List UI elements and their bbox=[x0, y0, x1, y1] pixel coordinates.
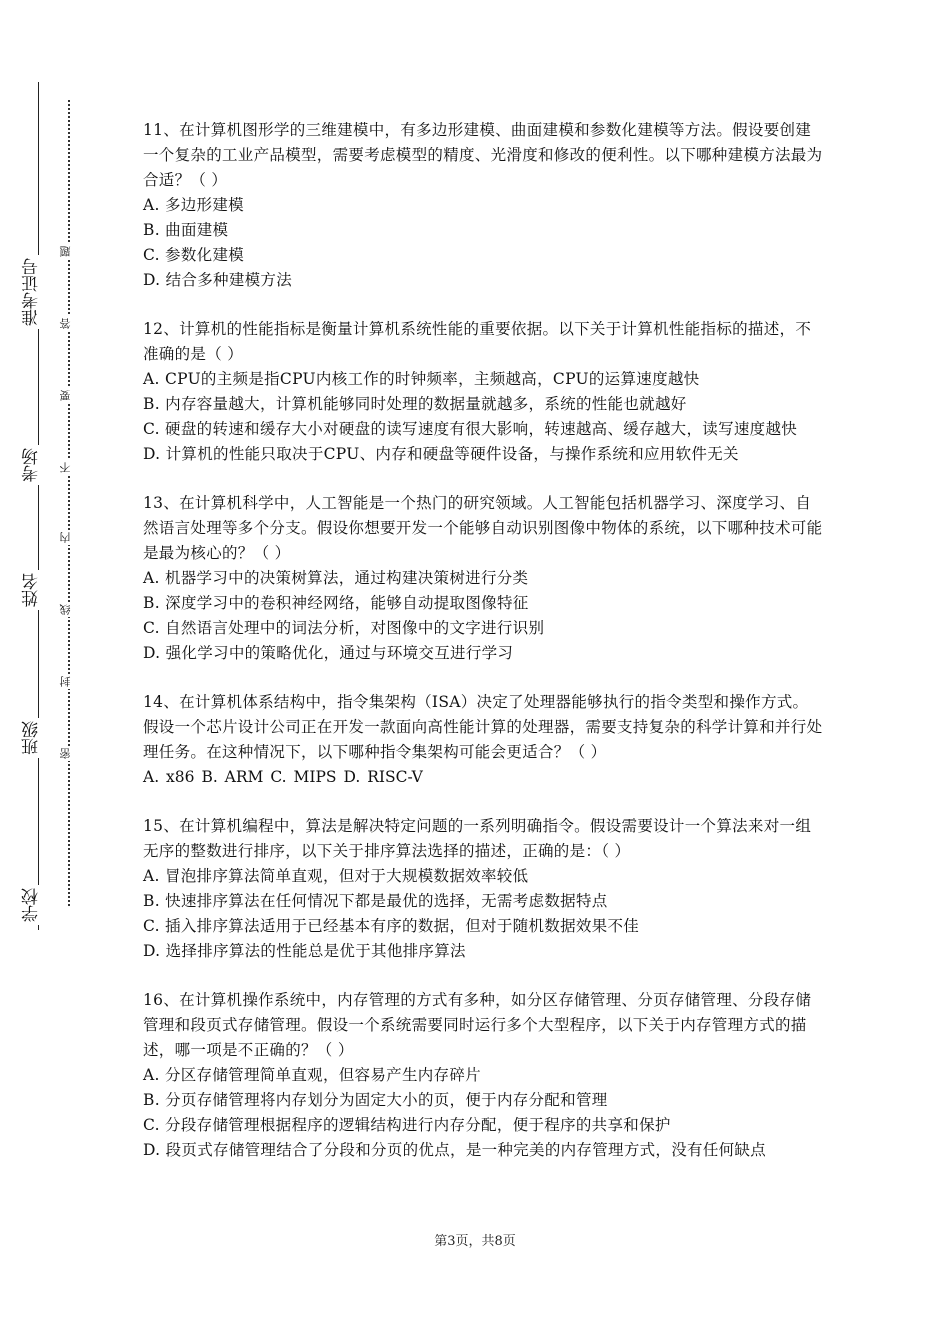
option-c: C. 自然语言处理中的词法分析，对图像中的文字进行识别 bbox=[143, 619, 545, 637]
question-14 bbox=[143, 690, 823, 790]
option-a: A. 多边形建模 bbox=[143, 196, 244, 214]
question-16 bbox=[143, 988, 823, 1163]
binding-dotted-line bbox=[68, 100, 70, 906]
class-label: 班级 bbox=[24, 718, 54, 758]
seal-char: 答 bbox=[60, 316, 76, 331]
seal-char: 线 bbox=[60, 602, 76, 617]
option-a: A. 机器学习中的决策树算法，通过构建决策树进行分类 bbox=[143, 569, 529, 587]
seal-char: 要 bbox=[60, 388, 76, 403]
option-c: C. 硬盘的转速和缓存大小对硬盘的读写速度有很大影响，转速越高、缓存越大，读写速度越快 bbox=[143, 420, 798, 438]
binding-margin bbox=[0, 0, 110, 1344]
seal-char: 不 bbox=[60, 460, 76, 475]
question-13 bbox=[143, 491, 823, 666]
option-a: A. 冒泡排序算法简单直观，但对于大规模数据效率较低 bbox=[143, 867, 529, 885]
option-a: A. 分区存储管理简单直观，但容易产生内存碎片 bbox=[143, 1066, 481, 1084]
seal-char: 内 bbox=[60, 530, 76, 545]
option-b: B. 快速排序算法在任何情况下都是最优的选择，无需考虑数据特点 bbox=[143, 892, 608, 910]
option-b: B. 内存容量越大，计算机能够同时处理的数据量就越多，系统的性能也就越好 bbox=[143, 395, 687, 413]
option-b: B. 深度学习中的卷积神经网络，能够自动提取图像特征 bbox=[143, 594, 529, 612]
exam-room-label: 考场 bbox=[24, 445, 54, 485]
question-stem: 13、在计算机科学中，人工智能是一个热门的研究领域。人工智能包括机器学习、深度学习、自然语言处理等多个分支。假设你想要开发一个能够自动识别图像中物体的系统，以下哪种技术可能是最为核心的？（ ） bbox=[143, 494, 823, 562]
question-stem: 11、在计算机图形学的三维建模中，有多边形建模、曲面建模和参数化建模等方法。假设要创建一个复杂的工业产品模型，需要考虑模型的精度、光滑度和修改的便利性。以下哪种建模方法最为合适？（ ） bbox=[143, 121, 823, 189]
question-11 bbox=[143, 118, 823, 293]
option-b: B. 曲面建模 bbox=[143, 221, 229, 239]
option-c: C. 参数化建模 bbox=[143, 246, 245, 264]
option-a: A. CPU的主频是指CPU内核工作的时钟频率，主频越高，CPU的运算速度越快 bbox=[143, 370, 700, 388]
option-b: B. 分页存储管理将内存划分为固定大小的页，便于内存分配和管理 bbox=[143, 1091, 608, 1109]
seal-char: 题 bbox=[60, 244, 76, 259]
option-d: D. 结合多种建模方法 bbox=[143, 271, 293, 289]
seal-char: 密 bbox=[60, 746, 76, 761]
question-12 bbox=[143, 317, 823, 467]
name-label: 姓名 bbox=[24, 570, 54, 610]
page-number: 第3页，共8页 bbox=[434, 1234, 516, 1249]
question-stem: 15、在计算机编程中，算法是解决特定问题的一系列明确指令。假设需要设计一个算法来对一组无序的整数进行排序，以下关于排序算法选择的描述，正确的是：（ ） bbox=[143, 817, 812, 860]
school-label: 学校 bbox=[24, 885, 54, 925]
option-d: D. 选择排序算法的性能总是优于其他排序算法 bbox=[143, 942, 466, 960]
option-d: D. 强化学习中的策略优化，通过与环境交互进行学习 bbox=[143, 644, 514, 662]
question-list bbox=[143, 118, 823, 1187]
options-inline: A. x86 B. ARM C. MIPS D. RISC-V bbox=[143, 768, 423, 786]
option-d: D. 段页式存储管理结合了分段和分页的优点，是一种完美的内存管理方式，没有任何缺点 bbox=[143, 1141, 767, 1159]
option-c: C. 分段存储管理根据程序的逻辑结构进行内存分配，便于程序的共享和保护 bbox=[143, 1116, 671, 1134]
question-stem: 14、在计算机体系结构中，指令集架构（ISA）决定了处理器能够执行的指令类型和操作方式。假设一个芯片设计公司正在开发一款面向高性能计算的处理器，需要支持复杂的科学计算和并行处理任务。在这种情况下，以下哪种指令集架构可能会更适合？（ ） bbox=[143, 693, 823, 761]
option-c: C. 插入排序算法适用于已经基本有序的数据，但对于随机数据效果不佳 bbox=[143, 917, 640, 935]
question-15 bbox=[143, 814, 823, 964]
question-stem: 16、在计算机操作系统中，内存管理的方式有多种，如分区存储管理、分页存储管理、分段存储管理和段页式存储管理。假设一个系统需要同时运行多个大型程序，以下关于内存管理方式的描述，哪一项是不正确的？（ ） bbox=[143, 991, 812, 1059]
option-d: D. 计算机的性能只取决于CPU、内存和硬盘等硬件设备，与操作系统和应用软件无关 bbox=[143, 445, 739, 463]
seal-char: 封 bbox=[60, 674, 76, 689]
question-stem: 12、计算机的性能指标是衡量计算机系统性能的重要依据。以下关于计算机性能指标的描述，不准确的是（ ） bbox=[143, 320, 812, 363]
binding-solid-line bbox=[38, 82, 39, 930]
exam-number-label: 准考证号 bbox=[24, 255, 54, 329]
